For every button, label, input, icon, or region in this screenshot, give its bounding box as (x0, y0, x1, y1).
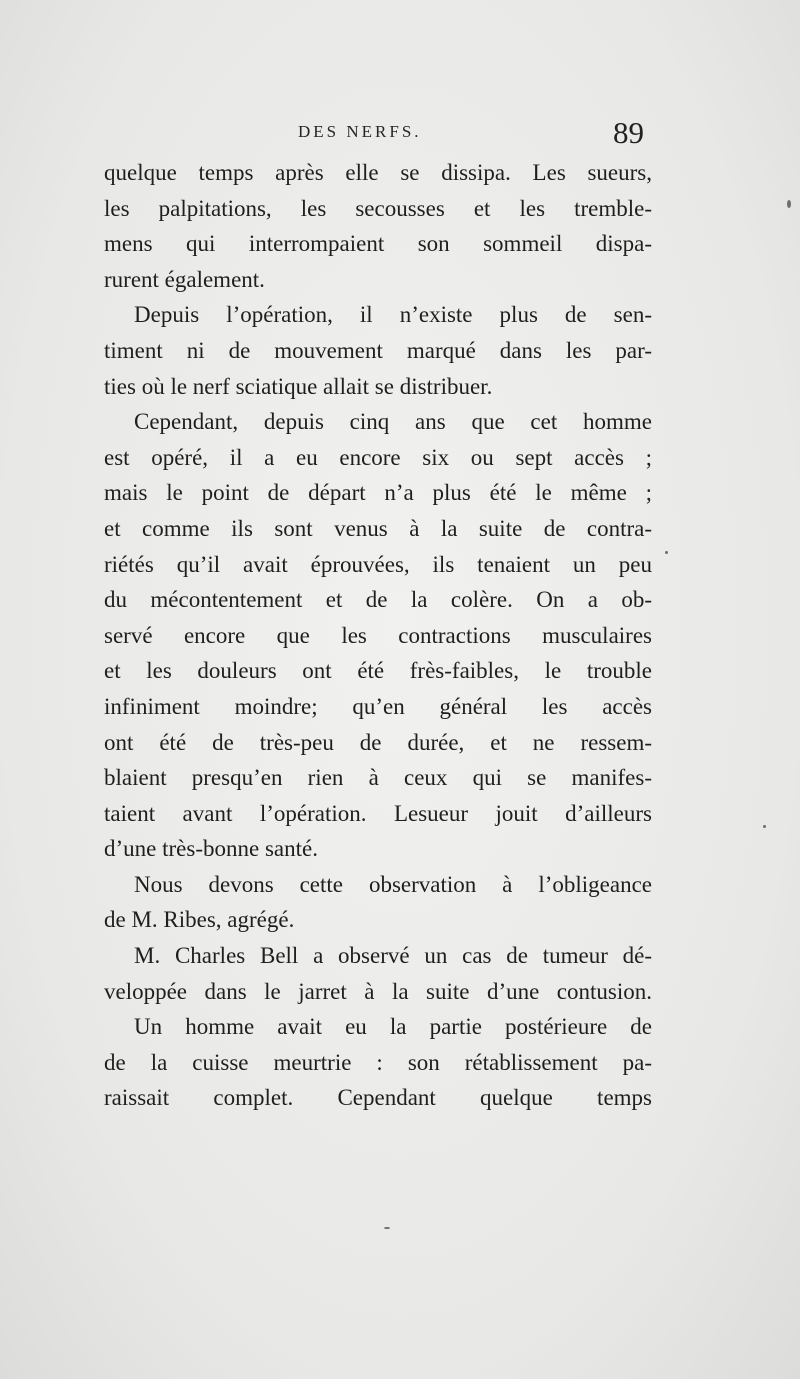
text-line: rurent également. (104, 266, 265, 292)
text-line: taient avant l’opération. Lesueur jouit d’ailleurs (104, 800, 652, 826)
text-line: servé encore que les contractions musculaires (104, 622, 652, 648)
running-head: DES NERFS. (298, 122, 422, 141)
paper-speck (763, 825, 766, 828)
text-line: infiniment moindre; qu’en général les accès (104, 693, 652, 719)
text-line: Un homme avait eu la partie postérieure de (134, 1014, 652, 1040)
text-line: du mécontentement et de la colère. On a ob- (104, 587, 652, 613)
text-line: les palpitations, les secousses et les tremble- (104, 195, 652, 221)
text-line: ont été de très-peu de durée, et ne ressem- (104, 729, 652, 755)
text-line: timent ni de mouvement marqué dans les par- (104, 337, 652, 363)
text-line: blaient presqu’en rien à ceux qui se manifes- (104, 765, 652, 791)
body-text (104, 155, 652, 1116)
text-line: Depuis l’opération, il n’existe plus de sen- (134, 302, 652, 328)
text-line: mens qui interrompaient son sommeil dispa- (104, 231, 652, 257)
text-line: est opéré, il a eu encore six ou sept accès ; (104, 444, 652, 470)
page-header (0, 110, 800, 160)
text-line: mais le point de départ n’a plus été le même ; (104, 480, 652, 506)
text-line: et comme ils sont venus à la suite de contra- (104, 515, 652, 541)
text-line: veloppée dans le jarret à la suite d’une contusion. (104, 978, 652, 1004)
text-line: ties où le nerf sciatique allait se distribuer. (104, 373, 493, 399)
text-line: Nous devons cette observation à l’obligeance (134, 871, 652, 897)
text-line: M. Charles Bell a observé un cas de tumeur dé- (134, 943, 652, 969)
text-line: de M. Ribes, agrégé. (104, 907, 295, 933)
text-line: quelque temps après elle se dissipa. Les sueurs, (104, 160, 652, 185)
text-line: et les douleurs ont été frès-faibles, le trouble (104, 658, 652, 684)
text-line: Cependant, depuis cinq ans que cet homme (134, 409, 652, 435)
text-line: de la cuisse meurtrie : son rétablissement pa- (104, 1049, 652, 1075)
paper-speck (665, 551, 668, 554)
text-line: raissait complet. Cependant quelque temps (104, 1085, 652, 1111)
paper-speck (787, 200, 791, 208)
text-line: riétés qu’il avait éprouvées, ils tenaient un peu (104, 551, 652, 577)
paper-speck (384, 1227, 390, 1229)
text-line: d’une très-bonne santé. (104, 836, 318, 862)
page-number: 89 (613, 115, 644, 150)
